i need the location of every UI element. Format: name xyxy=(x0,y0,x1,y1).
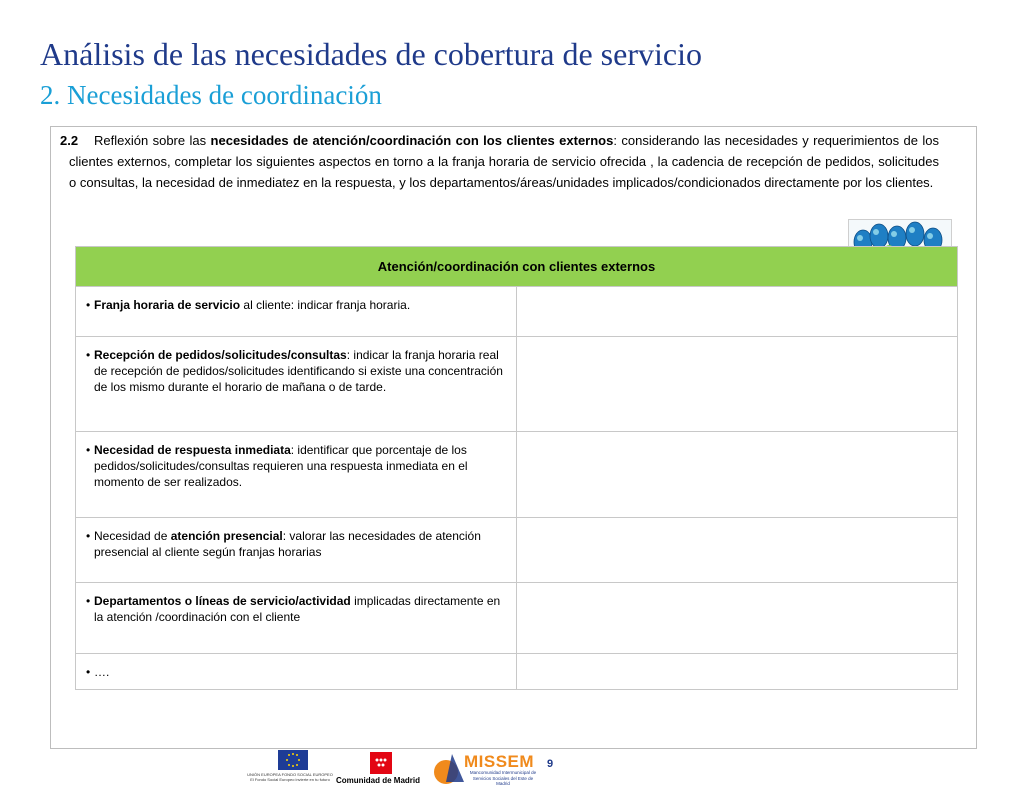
row-label-cell xyxy=(76,518,517,583)
coordination-table xyxy=(75,246,958,690)
table-row xyxy=(76,337,958,432)
intro-lead: Reflexión sobre las xyxy=(94,133,211,148)
row-bold: Recepción de pedidos/solicitudes/consultas xyxy=(94,348,347,362)
page-number: 9 xyxy=(547,758,554,770)
table-row xyxy=(76,583,958,654)
missem-logo xyxy=(432,750,544,790)
row-bold: atención presencial xyxy=(170,529,283,543)
intro-bold: necesidades de atención/coordinación con los clientes externos xyxy=(210,133,614,148)
row-bold: Necesidad de respuesta inmediata xyxy=(94,443,291,457)
row-label-cell xyxy=(76,287,517,337)
row-text: : valorar las necesidades de atención presencial al cliente según franjas horarias xyxy=(94,529,481,559)
table-row xyxy=(76,654,958,690)
row-bold: Franja horaria de servicio xyxy=(94,298,241,312)
bullet: • xyxy=(86,298,91,312)
table-row xyxy=(76,518,958,583)
row-text: : indicar la franja horaria real de recepción de pedidos/solicitudes identificando si existe una concentración de los mismo durante el horario de mañana o de tarde. xyxy=(94,348,503,394)
missem-name: MISSEM xyxy=(464,752,535,771)
missem-subtitle: Mancomunidad Intermunicipal de Servicios Sociales del Este de Madrid xyxy=(469,770,537,786)
row-text: implicadas directamente en la atención /coordinación con el cliente xyxy=(94,594,501,624)
bullet: • xyxy=(86,529,91,543)
row-text: al cliente: indicar franja horaria. xyxy=(240,298,411,312)
comunidad-madrid-icon xyxy=(370,752,392,774)
eu-flag-icon xyxy=(278,750,308,770)
row-input-cell[interactable] xyxy=(517,518,958,583)
bullet: • xyxy=(86,443,91,457)
row-label-cell xyxy=(76,432,517,518)
table-row xyxy=(76,287,958,337)
table-row xyxy=(76,432,958,518)
row-input-cell[interactable] xyxy=(517,654,958,690)
page-title: Análisis de las necesidades de cobertura de servicio xyxy=(40,36,702,72)
eu-logo xyxy=(247,750,333,790)
bullet: • xyxy=(86,665,91,679)
row-input-cell[interactable] xyxy=(517,583,958,654)
section-number: 2.2 xyxy=(60,133,79,148)
row-label-cell xyxy=(76,654,517,690)
row-label-cell xyxy=(76,583,517,654)
table-header: Atención/coordinación con clientes externos xyxy=(76,247,958,287)
row-label-cell xyxy=(76,337,517,432)
eu-logo-text: UNIÓN EUROPEA FONDO SOCIAL EUROPEO El Fondo Social Europeo invierte en tu futuro xyxy=(247,772,333,782)
comunidad-madrid-logo xyxy=(330,752,426,788)
bullet: • xyxy=(86,594,91,608)
comunidad-madrid-text: Comunidad de Madrid xyxy=(336,776,420,785)
bullet: • xyxy=(86,348,91,362)
intro-paragraph xyxy=(60,130,939,193)
row-input-cell[interactable] xyxy=(517,287,958,337)
intro-rest: : considerando las necesidades y requerimientos de los clientes externos, completar los siguientes aspectos en torno a la franja horaria de servicio ofrecida , la cadencia de recepción de pedidos, solicitudes o consultas, la necesidad de inmediatez en la respuesta, y los departamentos/áreas/unidades implicados/condicionados directamente por los clientes. xyxy=(69,133,939,190)
row-input-cell[interactable] xyxy=(517,432,958,518)
row-bold: Departamentos o líneas de servicio/actividad xyxy=(94,594,351,608)
row-text: …. xyxy=(94,665,110,679)
page-subtitle: 2. Necesidades de coordinación xyxy=(40,80,382,110)
row-text: : identificar que porcentaje de los pedidos/solicitudes/consultas requieren una respuesta inmediata en el momento de ser realizados. xyxy=(94,443,468,489)
missem-icon xyxy=(432,752,466,788)
row-prefix: Necesidad de xyxy=(94,529,171,543)
row-input-cell[interactable] xyxy=(517,337,958,432)
